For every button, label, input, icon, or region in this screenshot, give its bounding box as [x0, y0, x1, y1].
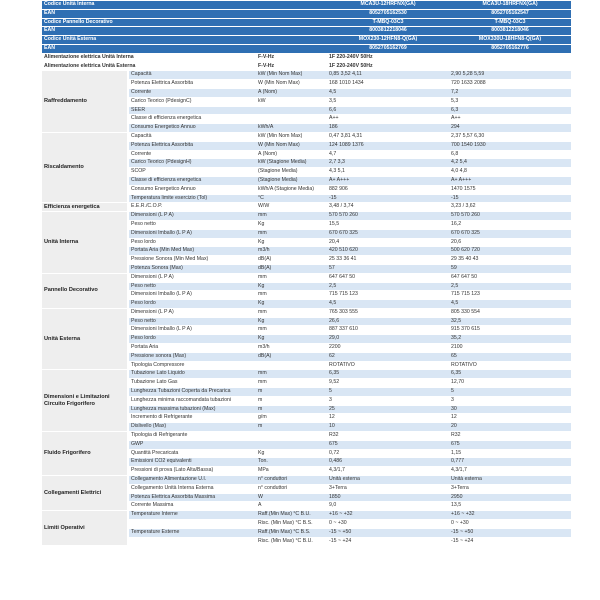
header-value-model-2: MCA3U-18HRFNX(GA) [449, 1, 571, 9]
group-label: Raffreddamento [42, 71, 128, 133]
spec-value-model-1: 9,0 [327, 502, 449, 511]
spec-unit: MPa [256, 467, 327, 476]
spec-value-model-1: 2,7 3,3 [327, 159, 449, 168]
spec-unit: W/W [256, 203, 327, 212]
spec-label: Portata Aria [128, 344, 256, 353]
spec-value-model-2: 0,777 [449, 458, 571, 467]
header-row [42, 9, 571, 18]
spec-unit [256, 106, 327, 115]
spec-label: GWP [128, 440, 256, 449]
spec-row [42, 511, 571, 520]
spec-value-model-2: 500 620 720 [449, 247, 571, 256]
power-supply-row [42, 62, 571, 71]
spec-unit: Kg [256, 335, 327, 344]
spec-table [42, 1, 571, 546]
spec-value-model-2: 6,35 [449, 370, 571, 379]
spec-label: Dimensioni (L P A) [128, 308, 256, 317]
spec-value-model-2: 1470 1575 [449, 185, 571, 194]
spec-value-model-1: 0,85 3,52 4,11 [327, 71, 449, 80]
spec-label: Peso netto [128, 317, 256, 326]
spec-label: Temperatura limite esercizio (Tol) [128, 194, 256, 203]
spec-value-model-2: 805 330 554 [449, 308, 571, 317]
spec-row [42, 212, 571, 221]
spec-value-model-2: 29 35 40 43 [449, 256, 571, 265]
group-label: Unità Interna [42, 212, 128, 274]
spec-unit: Risc. (Min Max) °C B.S. [256, 520, 327, 529]
spec-label: Dimensioni (L P A) [128, 273, 256, 282]
spec-value-model-2: 0 ~ +30 [449, 520, 571, 529]
spec-unit: Kg [256, 220, 327, 229]
spec-value-model-1: 3+Terra [327, 484, 449, 493]
spec-value-model-1: 20,4 [327, 238, 449, 247]
spec-label: Tipologia di Refrigerante [128, 432, 256, 441]
group-label: Fluido Frigorifero [42, 432, 128, 476]
spec-unit: kWh/A (Stagione Media) [256, 185, 327, 194]
spec-unit: Raff.(Min Max) °C B.U. [256, 511, 327, 520]
spec-value-model-2: 59 [449, 264, 571, 273]
spec-unit [256, 440, 327, 449]
spec-row [42, 132, 571, 141]
spec-unit: mm [256, 308, 327, 317]
spec-value-model-2: 3 [449, 396, 571, 405]
spec-value-model-2: 20,6 [449, 238, 571, 247]
spec-label: Pressione sonora (Max) [128, 352, 256, 361]
spec-value-model-2: 13,5 [449, 502, 571, 511]
spec-unit: mm [256, 370, 327, 379]
spec-value-model-1: 647 647 50 [327, 273, 449, 282]
header-value-model-2: T-MBQ-03C3 [449, 18, 571, 27]
spec-value-model-1: 3,48 / 3,74 [327, 203, 449, 212]
header-value-model-2: 8052705162776 [449, 44, 571, 53]
spec-unit: m [256, 405, 327, 414]
header-label: Codice Unità Interna [42, 1, 327, 9]
spec-value-model-1: 10 [327, 423, 449, 432]
spec-label: Potenza Elettrica Assorbita [128, 80, 256, 89]
power-supply-value-2 [449, 62, 571, 71]
spec-unit: m3/h [256, 247, 327, 256]
spec-unit: W (Min Nom Max) [256, 80, 327, 89]
spec-unit: m [256, 423, 327, 432]
spec-value-model-2: 32,5 [449, 317, 571, 326]
spec-value-model-2: 4,5 [449, 300, 571, 309]
spec-label: Carico Teorico (PdesignC) [128, 97, 256, 106]
spec-label: Potenza Sonora (Max) [128, 264, 256, 273]
spec-label: Temperature Esterne [128, 528, 256, 537]
spec-label: Peso lordo [128, 238, 256, 247]
spec-value-model-2: +16 ~ +32 [449, 511, 571, 520]
spec-value-model-2: 3,23 / 3,62 [449, 203, 571, 212]
spec-value-model-1: 26,6 [327, 317, 449, 326]
spec-value-model-2: 1,15 [449, 449, 571, 458]
spec-value-model-2: 4,3/1,7 [449, 467, 571, 476]
spec-unit: mm [256, 212, 327, 221]
spec-unit: m [256, 388, 327, 397]
spec-label: Classe di efficienza energetica [128, 176, 256, 185]
spec-unit: A (Nom) [256, 88, 327, 97]
power-supply-label: Alimentazione elettrica Unità Interna [42, 53, 256, 62]
header-value-model-1: 8052705162530 [327, 9, 449, 18]
spec-value-model-2: 570 570 260 [449, 212, 571, 221]
spec-value-model-2: 2,5 [449, 282, 571, 291]
spec-label: Tipologia Compressore [128, 361, 256, 370]
spec-label [128, 537, 256, 546]
spec-value-model-1: 675 [327, 440, 449, 449]
spec-value-model-2: 4,0 4,8 [449, 168, 571, 177]
spec-value-model-2: 2,90 5,28 5,59 [449, 71, 571, 80]
header-value-model-1: 8052705162769 [327, 44, 449, 53]
spec-label: Portata Aria (Min Med Max) [128, 247, 256, 256]
group-label: Unità Esterna [42, 308, 128, 370]
spec-value-model-2: 675 [449, 440, 571, 449]
spec-value-model-1: 4,3 5,1 [327, 168, 449, 177]
header-value-model-1: 8003812218046 [327, 27, 449, 36]
spec-unit: Kg [256, 282, 327, 291]
power-supply-unit: F-V-Hz [256, 53, 327, 62]
spec-value-model-1: 2200 [327, 344, 449, 353]
spec-unit: A [256, 502, 327, 511]
spec-value-model-1: 5 [327, 388, 449, 397]
power-supply-unit: F-V-Hz [256, 62, 327, 71]
spec-value-model-1: 4,5 [327, 88, 449, 97]
spec-value-model-2: 670 670 325 [449, 229, 571, 238]
spec-unit: m3/h [256, 344, 327, 353]
spec-value-model-1: 62 [327, 352, 449, 361]
spec-value-model-2: 647 647 50 [449, 273, 571, 282]
spec-label: Potenza Elettrica Assorbita Massima [128, 493, 256, 502]
power-supply-row [42, 53, 571, 62]
header-value-model-2: MOX330U-18HFN8-Q(GA) [449, 36, 571, 45]
spec-value-model-1: 765 303 555 [327, 308, 449, 317]
spec-value-model-1: 0,47 3,81 4,31 [327, 132, 449, 141]
spec-value-model-2: 3+Terra [449, 484, 571, 493]
group-label: Efficienza energetica [42, 203, 128, 212]
header-label: Codice Pannello Decorativo [42, 18, 327, 27]
spec-unit: W (Min Nom Max) [256, 141, 327, 150]
spec-unit: mm [256, 379, 327, 388]
group-label: Dimensioni e Limitazioni Circuito Frigorifero [42, 370, 128, 432]
spec-label: Carico Teorico (PdesignH) [128, 159, 256, 168]
spec-row [42, 370, 571, 379]
spec-label: Collegamento Unità Interna Esterna [128, 484, 256, 493]
power-supply-value-1: 1F 220-240V 50Hz [327, 53, 449, 62]
spec-value-model-2: A+ A+++ [449, 176, 571, 185]
spec-value-model-1: +16 ~ +32 [327, 511, 449, 520]
spec-label: Consumo Energetico Annuo [128, 185, 256, 194]
spec-row [42, 476, 571, 485]
spec-value-model-2: 715 715 123 [449, 291, 571, 300]
spec-label: Dimensioni Imballo (L P A) [128, 326, 256, 335]
spec-value-model-1: -15 ~ +50 [327, 528, 449, 537]
spec-unit: g/m [256, 414, 327, 423]
spec-value-model-2: R32 [449, 432, 571, 441]
spec-value-model-1: -15 [327, 194, 449, 203]
spec-label [128, 520, 256, 529]
spec-value-model-1: A++ [327, 115, 449, 124]
spec-unit: m [256, 396, 327, 405]
spec-value-model-1: 6,35 [327, 370, 449, 379]
spec-value-model-1: 420 510 620 [327, 247, 449, 256]
spec-value-model-2: 5 [449, 388, 571, 397]
spec-value-model-2: 12,70 [449, 379, 571, 388]
spec-value-model-1: 887 337 610 [327, 326, 449, 335]
spec-value-model-1: 4,5 [327, 300, 449, 309]
spec-label: Corrente Massima [128, 502, 256, 511]
spec-value-model-2: Unità esterna [449, 476, 571, 485]
spec-label: Collegamento Alimentazione U.I. [128, 476, 256, 485]
spec-value-model-1: Unità esterna [327, 476, 449, 485]
spec-unit: mm [256, 326, 327, 335]
spec-label: Capacità [128, 132, 256, 141]
spec-unit: mm [256, 229, 327, 238]
power-supply-value-2 [449, 53, 571, 62]
spec-value-model-2: 2950 [449, 493, 571, 502]
spec-unit: kW (Min Nom Max) [256, 71, 327, 80]
spec-value-model-2: 720 1633 2088 [449, 80, 571, 89]
spec-value-model-1: 4,7 [327, 150, 449, 159]
power-supply-value-1: 1F 220-240V 50Hz [327, 62, 449, 71]
header-label: Codice Unità Esterna [42, 36, 327, 45]
spec-unit: n° conduttori [256, 484, 327, 493]
spec-unit: mm [256, 291, 327, 300]
spec-value-model-1: -15 ~ +24 [327, 537, 449, 546]
group-label: Limiti Operativi [42, 511, 128, 546]
spec-value-model-2: 915 370 615 [449, 326, 571, 335]
spec-value-model-1: 12 [327, 414, 449, 423]
spec-unit: Kg [256, 449, 327, 458]
spec-label: Dimensioni (L P A) [128, 212, 256, 221]
spec-label: Lunghezza Tubazioni Coperta da Precarica [128, 388, 256, 397]
spec-label: Dimensioni Imballo (L P A) [128, 291, 256, 300]
spec-value-model-1: 1850 [327, 493, 449, 502]
header-row [42, 44, 571, 53]
spec-value-model-1: 715 715 123 [327, 291, 449, 300]
spec-value-model-2: 7,2 [449, 88, 571, 97]
header-row [42, 18, 571, 27]
spec-label: Peso lordo [128, 300, 256, 309]
spec-value-model-1: 882 906 [327, 185, 449, 194]
spec-unit [256, 432, 327, 441]
spec-label: Pressioni di prova (Lato Alta/Bassa) [128, 467, 256, 476]
spec-row [42, 71, 571, 80]
group-label: Pannello Decorativo [42, 273, 128, 308]
spec-unit: kW (Stagione Media) [256, 159, 327, 168]
spec-label: Corrente [128, 150, 256, 159]
header-row [42, 1, 571, 9]
spec-value-model-2: 12 [449, 414, 571, 423]
header-label: EAN [42, 9, 327, 18]
spec-unit: dB(A) [256, 256, 327, 265]
spec-value-model-2: -15 ~ +24 [449, 537, 571, 546]
spec-value-model-1: R32 [327, 432, 449, 441]
header-value-model-2: 8003812218046 [449, 27, 571, 36]
spec-value-model-2: 6,8 [449, 150, 571, 159]
header-label: EAN [42, 44, 327, 53]
header-row [42, 27, 571, 36]
spec-value-model-1: 2,5 [327, 282, 449, 291]
header-value-model-2: 8052705162547 [449, 9, 571, 18]
spec-label: Classe di efficienza energetica [128, 115, 256, 124]
header-value-model-1: MCA3U-12HRFNX(GA) [327, 1, 449, 9]
spec-value-model-1: 6,6 [327, 106, 449, 115]
spec-label: Quantità Precaricata [128, 449, 256, 458]
spec-unit: kWh/A [256, 124, 327, 133]
spec-label: Corrente [128, 88, 256, 97]
spec-value-model-2: 2100 [449, 344, 571, 353]
spec-unit: Raff.(Min Max) °C B.S. [256, 528, 327, 537]
spec-value-model-1: 570 570 260 [327, 212, 449, 221]
spec-label: Peso netto [128, 220, 256, 229]
spec-value-model-2: 700 1540 1930 [449, 141, 571, 150]
spec-row [42, 432, 571, 441]
spec-value-model-1: 3,5 [327, 97, 449, 106]
header-row [42, 36, 571, 45]
spec-label: Emissioni CO2 equivalenti [128, 458, 256, 467]
spec-value-model-2: 65 [449, 352, 571, 361]
spec-row [42, 273, 571, 282]
spec-unit: (Stagione Media) [256, 176, 327, 185]
power-supply-label: Alimentazione elettrica Unità Esterna [42, 62, 256, 71]
spec-value-model-2: A++ [449, 115, 571, 124]
spec-unit: °C [256, 194, 327, 203]
spec-value-model-1: 15,5 [327, 220, 449, 229]
spec-value-model-2: 2,37 5,57 6,30 [449, 132, 571, 141]
spec-sheet [42, 1, 571, 546]
spec-value-model-1: 168 1010 1434 [327, 80, 449, 89]
spec-unit: Kg [256, 238, 327, 247]
spec-value-model-1: 0,72 [327, 449, 449, 458]
spec-label: Potenza Elettrica Assorbita [128, 141, 256, 150]
spec-value-model-2: 30 [449, 405, 571, 414]
spec-label: Incremento di Refrigerante [128, 414, 256, 423]
spec-label: Tubazione Lato Gas [128, 379, 256, 388]
spec-value-model-2: -15 [449, 194, 571, 203]
spec-label: Lunghezza minima raccomandata tubazioni [128, 396, 256, 405]
spec-value-model-1: 124 1089 1376 [327, 141, 449, 150]
spec-unit: Ton. [256, 458, 327, 467]
spec-unit: n° conduttori [256, 476, 327, 485]
spec-value-model-2: 5,3 [449, 97, 571, 106]
spec-unit: mm [256, 273, 327, 282]
spec-label: Peso lordo [128, 335, 256, 344]
spec-label: Peso netto [128, 282, 256, 291]
spec-label: Tubazione Lato Liquido [128, 370, 256, 379]
spec-unit: dB(A) [256, 352, 327, 361]
spec-value-model-1: 0,486 [327, 458, 449, 467]
spec-row [42, 203, 571, 212]
spec-label: SEER [128, 106, 256, 115]
spec-unit: dB(A) [256, 264, 327, 273]
spec-label: Lunghezza massima tubazioni (Max) [128, 405, 256, 414]
header-label: EAN [42, 27, 327, 36]
spec-value-model-1: 9,52 [327, 379, 449, 388]
spec-row [42, 308, 571, 317]
spec-label: Dislivello (Max) [128, 423, 256, 432]
spec-value-model-1: A+ A+++ [327, 176, 449, 185]
spec-label: Consumo Energetico Annuo [128, 124, 256, 133]
spec-unit: (Stagione Media) [256, 168, 327, 177]
spec-value-model-2: 35,2 [449, 335, 571, 344]
spec-label: Pressione Sonora (Min Med Max) [128, 256, 256, 265]
spec-unit: W [256, 493, 327, 502]
spec-value-model-1: 57 [327, 264, 449, 273]
spec-unit: kW (Min Nom Max) [256, 132, 327, 141]
spec-label: E.E.R./C.O.P. [128, 203, 256, 212]
spec-label: Dimensioni Imballo (L P A) [128, 229, 256, 238]
spec-value-model-2: ROTATIVO [449, 361, 571, 370]
spec-value-model-2: 4,2 5,4 [449, 159, 571, 168]
spec-value-model-2: 294 [449, 124, 571, 133]
spec-value-model-2: 6,3 [449, 106, 571, 115]
spec-value-model-1: 25 [327, 405, 449, 414]
group-label: Riscaldamento [42, 132, 128, 202]
spec-value-model-1: 25 33 36 41 [327, 256, 449, 265]
spec-unit: A (Nom) [256, 150, 327, 159]
spec-unit [256, 361, 327, 370]
header-value-model-1: MOX230-12HFN8-Q(GA) [327, 36, 449, 45]
spec-unit: Risc. (Min Max) °C B.U. [256, 537, 327, 546]
spec-value-model-1: 186 [327, 124, 449, 133]
spec-value-model-2: -15 ~ +50 [449, 528, 571, 537]
spec-unit: Kg [256, 300, 327, 309]
spec-value-model-2: 20 [449, 423, 571, 432]
spec-value-model-1: 3 [327, 396, 449, 405]
spec-unit [256, 115, 327, 124]
spec-value-model-1: 670 670 325 [327, 229, 449, 238]
spec-label: Capacità [128, 71, 256, 80]
group-label: Collegamenti Elettrici [42, 476, 128, 511]
spec-value-model-1: 0 ~ +30 [327, 520, 449, 529]
spec-label: SCOP [128, 168, 256, 177]
spec-value-model-1: ROTATIVO [327, 361, 449, 370]
spec-label: Temperature Interne [128, 511, 256, 520]
spec-unit: Kg [256, 317, 327, 326]
spec-value-model-2: 16,2 [449, 220, 571, 229]
spec-unit: kW [256, 97, 327, 106]
spec-value-model-1: 29,0 [327, 335, 449, 344]
spec-value-model-1: 4,3/1,7 [327, 467, 449, 476]
header-value-model-1: T-MBQ-03C3 [327, 18, 449, 27]
